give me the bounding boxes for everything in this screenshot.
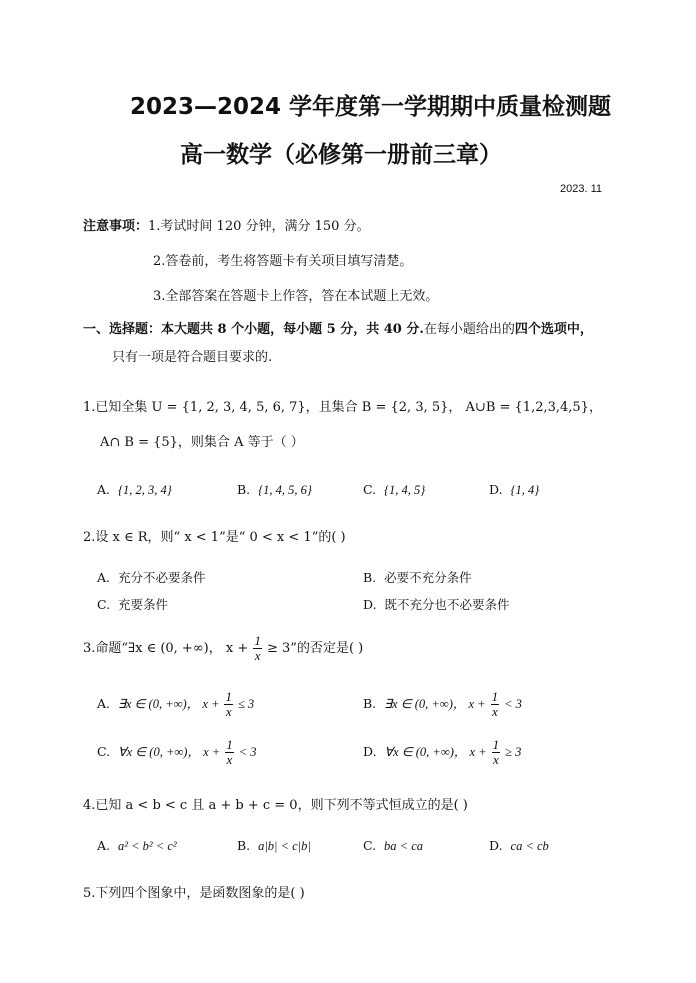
option-text: {1, 2, 3, 4} [117,483,172,497]
option-label: C. [363,838,377,853]
option-text: {1, 4} [510,483,540,497]
q1-option-c [363,482,425,498]
option-label: C. [97,597,111,612]
option-text: 必要不充分条件 [384,570,472,585]
option-text: 充要条件 [118,597,169,612]
q2-option-d [363,595,510,613]
fraction-numerator: 1 [225,689,232,704]
q1-stem-line1: 1.已知全集 U = {1, 2, 3, 4, 5, 6, 7}，且集合 B = {2, 3, 5}， A∪B = {1,2,3,4,5}， [83,400,602,415]
option-text: ∀x ∈ (0, +∞)， x + [118,745,221,759]
option-label: D. [489,482,503,497]
q5-stem: 5.下列四个图象中，是函数图象的是( ) [83,886,305,901]
q4-option-b [237,838,311,854]
option-text: 既不充分也不必要条件 [384,597,510,612]
fraction-numerator: 1 [491,689,499,704]
option-label: B. [237,482,251,497]
option-text-post: < 3 [238,745,257,759]
option-label: B. [237,838,251,853]
q3-option-d [363,738,521,767]
option-text: ∀x ∈ (0, +∞)， x + [384,745,487,759]
fraction-numerator: 1 [226,737,233,752]
section-heading [83,318,593,337]
exam-title: 2023—2024 学年度第一学期期中质量检测题 [130,94,612,120]
q4-stem: 4.已知 a < b < c 且 a + b + c = 0，则下列不等式恒成立的是( ) [83,798,468,813]
fraction-denominator: x [493,752,499,767]
notes-item-2: 2.答卷前，考生将答题卡有关项目填写清楚。 [153,254,413,269]
notes-line-1 [83,215,370,234]
option-label: B. [363,570,377,585]
fraction-numerator: 1 [254,633,261,648]
option-text: ba < ca [384,839,424,853]
exam-subtitle: 高一数学（必修第一册前三章） [180,142,502,168]
section-heading-prefix: 一、选择题： [83,322,162,337]
option-text: 充分不必要条件 [117,570,206,585]
q2-option-b [363,568,472,586]
q3-stem [83,634,363,663]
q3-stem-post: ≥ 3”的否定是( ) [267,641,364,656]
option-text-post: ≤ 3 [237,697,255,711]
fraction-denominator: x [225,704,232,719]
q4-option-a [97,838,177,854]
fraction-denominator: x [226,752,233,767]
q1-option-a [97,482,172,498]
section-heading-rest: 在每小题给出的 [423,322,515,337]
option-text: ∃x ∈ (0, +∞)， x + [117,697,220,711]
option-label: C. [363,482,377,497]
fraction-numerator: 1 [492,737,500,752]
q1-stem-line2: A∩ B = {5}，则集合 A 等于（ ） [100,435,304,450]
section-heading-line2: 只有一项是符合题目要求的. [112,350,273,365]
option-label: D. [363,744,377,759]
option-text: a|b| < c|b| [258,839,311,853]
fraction-denominator: x [491,704,498,719]
option-text: ∃x ∈ (0, +∞)， x + [384,697,486,711]
option-label: A. [97,696,111,711]
option-fraction [491,690,500,719]
option-label: C. [97,744,111,759]
option-text: a² < b² < c² [117,839,177,853]
option-label: D. [489,838,503,853]
q3-fraction [253,634,262,663]
option-text: {1, 4, 5, 6} [258,483,312,497]
notes-label: 注意事项： [83,219,149,234]
q3-option-b [363,690,522,719]
option-label: D. [363,597,377,612]
option-text-post: < 3 [504,697,522,711]
notes-item-1: 1.考试时间 120 分钟，满分 150 分。 [148,219,370,234]
q1-option-b [237,482,312,498]
section-heading-bold2: 四个选项中， [514,322,593,337]
q1-option-d [489,482,539,498]
fraction-denominator: x [254,648,261,663]
q2-stem: 2.设 x ∈ R，则“ x < 1”是“ 0 < x < 1”的( ) [83,530,346,545]
option-label: A. [97,570,111,585]
option-label: B. [363,696,377,711]
option-fraction [492,738,501,767]
notes-item-3: 3.全部答案在答题卡上作答，答在本试题上无效。 [153,289,439,304]
q4-option-d [489,838,549,854]
option-fraction [225,738,234,767]
q3-option-c [97,738,256,767]
exam-date: 2023. 11 [560,183,603,195]
option-fraction [224,690,233,719]
option-label: A. [97,838,111,853]
q3-option-a [97,690,254,719]
q3-stem-pre: 3.命题“∃x ∈ (0, +∞)， x + [83,641,249,656]
option-text: {1, 4, 5} [384,483,426,497]
section-heading-bold: 本大题共 8 个小题，每小题 5 分，共 40 分. [161,322,424,337]
option-label: A. [97,482,111,497]
q4-option-c [363,838,423,854]
option-text: ca < cb [510,839,549,853]
q2-option-a [97,568,205,586]
q2-option-c [97,595,168,613]
option-text-post: ≥ 3 [505,745,522,759]
